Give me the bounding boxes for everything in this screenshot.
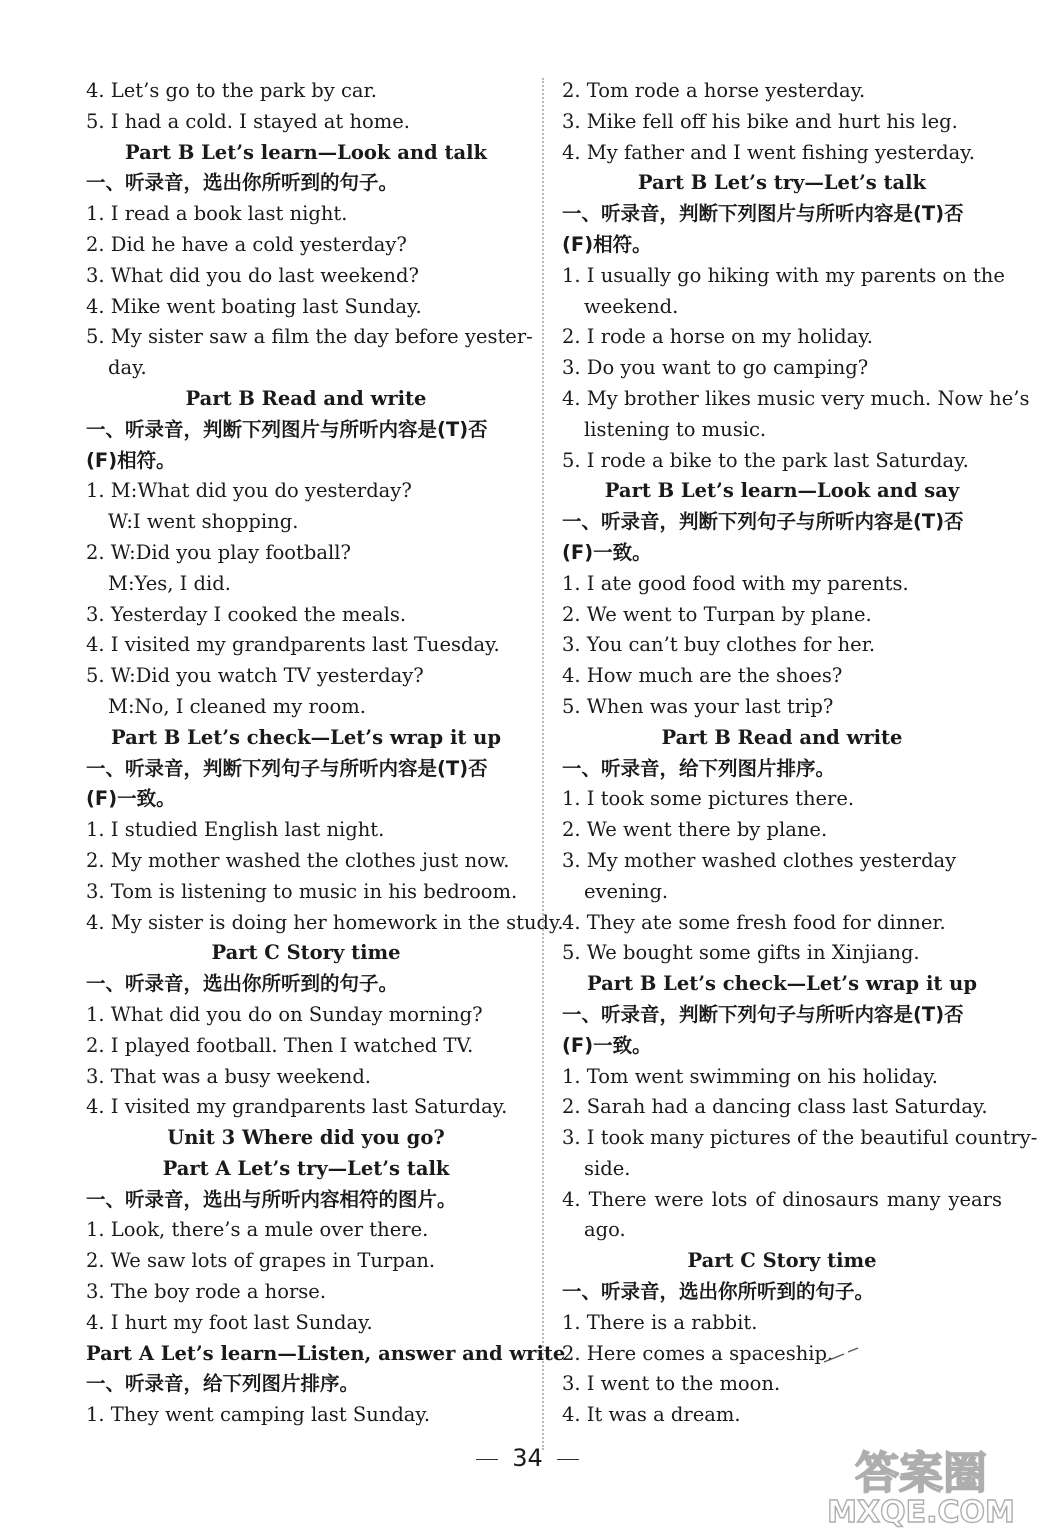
text-line: 1. I ate good food with my parents. xyxy=(562,571,909,595)
watermark-url: MXQE.COM xyxy=(827,1495,1015,1528)
text-line: 3. Do you want to go camping? xyxy=(562,356,869,380)
section-heading: Part A Let’s learn—Listen, answer and write xyxy=(86,1341,566,1365)
text-line: 4. My brother likes music very much. Now he’s xyxy=(562,386,1030,410)
text-line: 3. I went to the moon. xyxy=(562,1372,781,1396)
text-line: 5. We bought some gifts in Xinjiang. xyxy=(562,941,920,965)
section-heading: Part B Let’s learn—Look and talk xyxy=(124,140,488,164)
text-line: side. xyxy=(584,1156,631,1180)
text-line: 2. Sarah had a dancing class last Saturday. xyxy=(562,1095,988,1119)
text-line: 1. I took some pictures there. xyxy=(562,787,855,811)
text-line: 4. Mike went boating last Sunday. xyxy=(86,294,422,318)
text-line: M:Yes, I did. xyxy=(108,571,231,595)
text-line: weekend. xyxy=(584,294,679,318)
text-line: 3. You can’t buy clothes for her. xyxy=(562,633,876,657)
instruction-line: (F)一致。 xyxy=(562,540,652,564)
section-heading: Part B Read and write xyxy=(185,386,427,410)
instruction-line: 一、听录音，给下列图片排序。 xyxy=(86,1372,360,1396)
instruction-line: 一、听录音，判断下列图片与所听内容是(T)否 xyxy=(562,202,964,226)
instruction-line: (F)相符。 xyxy=(562,232,652,256)
text-line: 2. I played football. Then I watched TV. xyxy=(86,1033,474,1057)
section-heading: Unit 3 Where did you go? xyxy=(167,1126,445,1150)
section-heading: Part A Let’s try—Let’s talk xyxy=(162,1156,450,1180)
text-line: 4. They ate some fresh food for dinner. xyxy=(562,910,946,934)
text-line: 1. What did you do on Sunday morning? xyxy=(86,1002,483,1026)
page-number: 34 xyxy=(512,1444,543,1472)
instruction-line: 一、听录音，判断下列句子与所听内容是(T)否 xyxy=(86,756,488,780)
text-line: 4. It was a dream. xyxy=(562,1403,741,1427)
text-line: 2. We went to Turpan by plane. xyxy=(562,602,872,626)
text-line: 4. My sister is doing her homework in the study. xyxy=(86,910,564,934)
instruction-line: (F)一致。 xyxy=(86,787,176,811)
text-line: 1. Look, there’s a mule over there. xyxy=(86,1218,429,1242)
text-line: 1. M:What did you do yesterday? xyxy=(86,479,412,503)
text-line: 4. My father and I went fishing yesterday. xyxy=(562,140,975,164)
watermark-text: 答案圈 xyxy=(855,1448,987,1499)
text-line: M:No, I cleaned my room. xyxy=(108,694,366,718)
text-line: 3. Yesterday I cooked the meals. xyxy=(86,602,407,626)
instruction-line: 一、听录音，判断下列句子与所听内容是(T)否 xyxy=(562,510,964,534)
text-line: 1. There is a rabbit. xyxy=(562,1310,758,1334)
instruction-line: 一、听录音，判断下列图片与所听内容是(T)否 xyxy=(86,417,488,441)
text-line: 2. I rode a horse on my holiday. xyxy=(562,325,873,349)
text-line: 2. Here comes a spaceship. xyxy=(562,1341,834,1365)
text-line: 2. We saw lots of grapes in Turpan. xyxy=(86,1249,436,1273)
text-line: 4. I visited my grandparents last Saturday. xyxy=(86,1095,508,1119)
text-line: 1. I studied English last night. xyxy=(86,818,385,842)
instruction-line: 一、听录音，给下列图片排序。 xyxy=(562,756,836,780)
text-line: 1. They went camping last Sunday. xyxy=(86,1403,431,1427)
footer-dash-right xyxy=(557,1459,579,1460)
text-line: 5. I had a cold. I stayed at home. xyxy=(86,109,410,133)
column-divider xyxy=(542,78,544,1450)
right-column xyxy=(562,76,1038,1431)
text-line: 1. I read a book last night. xyxy=(86,202,348,226)
text-line: 4. I hurt my foot last Sunday. xyxy=(86,1310,373,1334)
instruction-line: 一、听录音，判断下列句子与所听内容是(T)否 xyxy=(562,1002,964,1026)
text-line: 3. My mother washed clothes yesterday xyxy=(562,848,957,872)
text-line: ago. xyxy=(584,1218,626,1242)
text-line: 3. The boy rode a horse. xyxy=(86,1280,327,1304)
text-line: 3. What did you do last weekend? xyxy=(86,263,419,287)
text-line: 4. I visited my grandparents last Tuesday. xyxy=(86,633,500,657)
instruction-line: 一、听录音，选出你所听到的句子。 xyxy=(86,972,399,996)
text-line: W:I went shopping. xyxy=(108,510,299,534)
text-line: 3. I took many pictures of the beautiful country- xyxy=(562,1126,1038,1150)
text-line: 4. There were lots of dinosaurs many years xyxy=(562,1187,1002,1211)
text-line: 1. I usually go hiking with my parents on the xyxy=(562,263,1005,287)
pen-stroke-mark xyxy=(822,1346,862,1366)
instruction-line: (F)一致。 xyxy=(562,1033,652,1057)
text-line: 5. When was your last trip? xyxy=(562,694,834,718)
text-line: 3. Tom is listening to music in his bedroom. xyxy=(86,879,518,903)
text-line: 5. W:Did you watch TV yesterday? xyxy=(86,664,424,688)
text-line: 2. W:Did you play football? xyxy=(86,540,351,564)
text-line: 5. I rode a bike to the park last Saturday. xyxy=(562,448,969,472)
watermark-logo xyxy=(801,1436,1041,1528)
text-line: 5. My sister saw a film the day before yester- xyxy=(86,325,533,349)
instruction-line: (F)相符。 xyxy=(86,448,176,472)
instruction-line: 一、听录音，选出你所听到的句子。 xyxy=(86,171,399,195)
text-line: 2. Did he have a cold yesterday? xyxy=(86,232,407,256)
text-line: 3. Mike fell off his bike and hurt his leg. xyxy=(562,109,958,133)
text-line: 3. That was a busy weekend. xyxy=(86,1064,372,1088)
text-line: 1. Tom went swimming on his holiday. xyxy=(562,1064,938,1088)
section-heading: Part B Let’s check—Let’s wrap it up xyxy=(111,725,501,749)
section-heading: Part B Let’s try—Let’s talk xyxy=(637,171,927,195)
text-line: day. xyxy=(108,356,147,380)
text-line: 4. How much are the shoes? xyxy=(562,664,843,688)
section-heading: Part B Let’s learn—Look and say xyxy=(604,479,960,503)
section-heading: Part C Story time xyxy=(211,941,401,965)
text-line: 2. We went there by plane. xyxy=(562,818,828,842)
section-heading: Part C Story time xyxy=(687,1249,877,1273)
left-column xyxy=(86,76,566,1431)
instruction-line: 一、听录音，选出与所听内容相符的图片。 xyxy=(86,1187,457,1211)
text-line: evening. xyxy=(584,879,669,903)
section-heading: Part B Let’s check—Let’s wrap it up xyxy=(587,972,977,996)
footer-dash-left xyxy=(476,1459,498,1460)
section-heading: Part B Read and write xyxy=(661,725,903,749)
text-line: 2. My mother washed the clothes just now. xyxy=(86,848,510,872)
text-line: 2. Tom rode a horse yesterday. xyxy=(562,79,866,102)
text-line: 4. Let’s go to the park by car. xyxy=(86,79,377,102)
instruction-line: 一、听录音，选出你所听到的句子。 xyxy=(562,1280,875,1304)
text-line: listening to music. xyxy=(584,417,767,441)
